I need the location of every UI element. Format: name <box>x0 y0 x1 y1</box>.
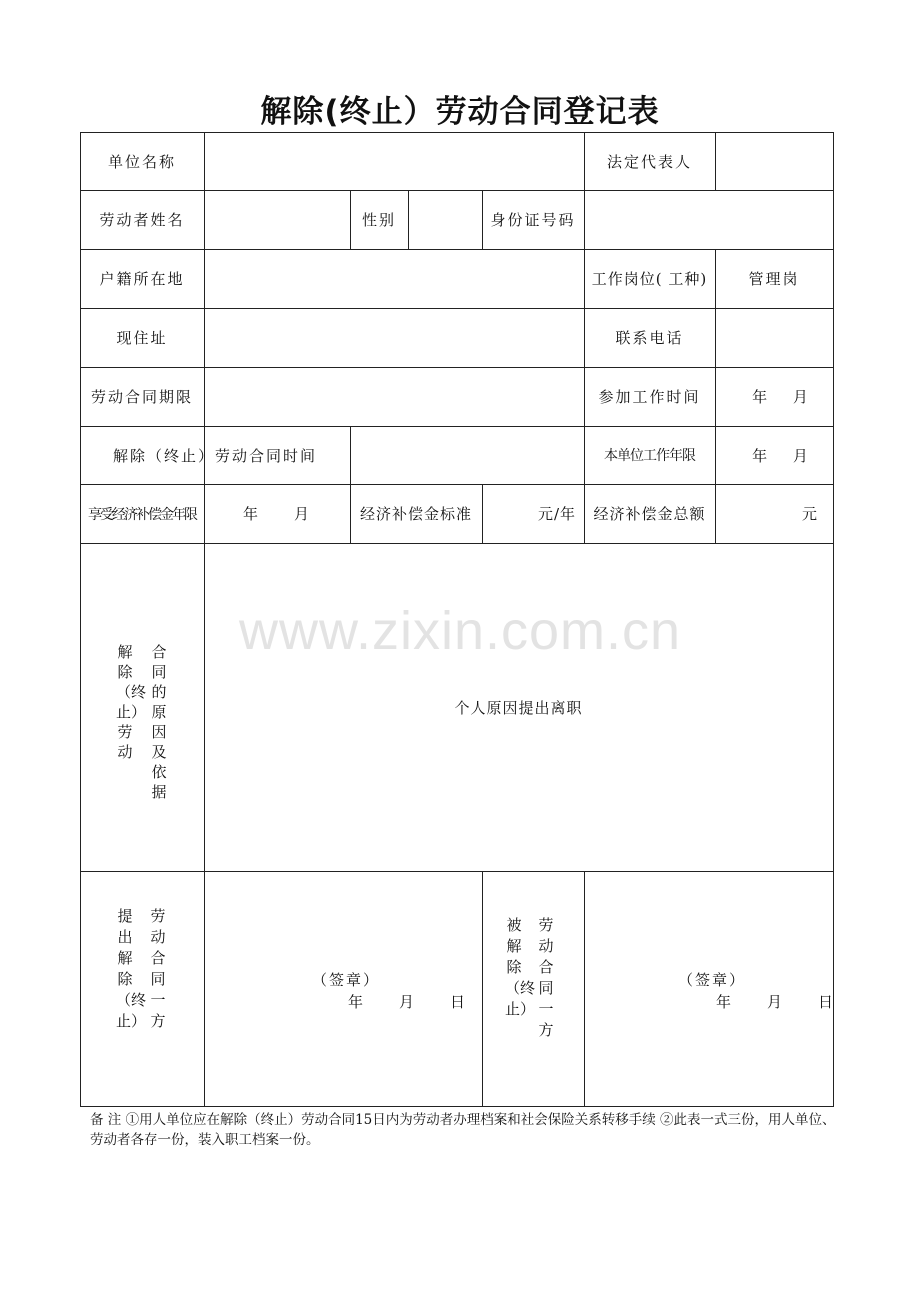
form-title: 解除(终止）劳动合同登记表 <box>260 94 660 130</box>
legal-rep-field[interactable] <box>715 132 833 190</box>
receiver-date[interactable]: 年 月 日 <box>716 993 836 1011</box>
address-label: 现住址 <box>116 329 168 347</box>
receiver-label-col2: 劳动合同一方 <box>538 916 554 1039</box>
comp-standard-label: 经济补偿金标准 <box>359 505 472 523</box>
legal-rep-label: 法定代表人 <box>606 152 692 171</box>
unit-years-label: 本单位工作年限 <box>604 448 695 464</box>
comp-total-value[interactable]: 元 <box>801 505 819 523</box>
receiver-label-col1: 被解除（终止） <box>505 916 536 1018</box>
id-number-label: 身份证号码 <box>490 211 576 229</box>
watermark: www.zixin.com.cn <box>238 601 682 661</box>
proposer-date[interactable]: 年 月 日 <box>348 993 468 1011</box>
contract-term-label: 劳动合同期限 <box>90 388 193 406</box>
grid-line <box>80 1106 834 1107</box>
reason-label-col1: 解除（终止）劳动 <box>116 643 147 761</box>
terminate-time-field[interactable] <box>350 426 584 484</box>
reason-label-col2: 合同的原因及依据 <box>151 643 167 801</box>
grid-line <box>584 871 585 1106</box>
unit-name-field[interactable] <box>204 132 584 190</box>
worker-name-field[interactable] <box>204 190 350 249</box>
footer-note: 备 注 ①用人单位应在解除（终止）劳动合同15日内为劳动者办理档案和社会保险关系转移手续 ②此表一式三份，用人单位、劳动者各存一份，装入职工档案一份。 <box>90 1112 836 1148</box>
household-field[interactable] <box>204 249 584 308</box>
contract-term-field[interactable] <box>204 367 584 426</box>
phone-label: 联系电话 <box>615 329 684 347</box>
post-value: 管理岗 <box>748 270 800 288</box>
receiver-seal[interactable]: （签章） <box>678 971 747 989</box>
worker-name-label: 劳动者姓名 <box>99 211 185 229</box>
comp-years-value[interactable]: 年 月 <box>242 505 311 523</box>
unit-name-label: 单位名称 <box>107 152 176 171</box>
proposer-label-col1: 提出解除（终止） <box>116 907 147 1030</box>
gender-label: 性别 <box>361 211 396 229</box>
phone-field[interactable] <box>715 308 833 367</box>
join-work-label: 参加工作时间 <box>598 388 701 406</box>
comp-total-label: 经济补偿金总额 <box>593 505 706 523</box>
post-label: 工作岗位( 工种) <box>591 270 708 288</box>
grid-line <box>833 132 834 1107</box>
terminate-time-label: 解除（终止）劳动合同时间 <box>112 446 317 465</box>
id-number-field[interactable] <box>584 190 833 249</box>
gender-field[interactable] <box>408 190 482 249</box>
comp-standard-value[interactable]: 元/年 <box>537 505 576 523</box>
grid-line <box>482 871 483 1106</box>
comp-years-label: 享受经济补偿金年限 <box>88 506 196 523</box>
address-field[interactable] <box>204 308 584 367</box>
unit-years-value[interactable]: 年 月 <box>752 446 810 465</box>
grid-line <box>80 871 834 872</box>
household-label: 户籍所在地 <box>99 270 185 288</box>
proposer-seal[interactable]: （签章） <box>312 971 381 989</box>
join-work-value[interactable]: 年 月 <box>752 388 810 406</box>
proposer-label-col2: 劳动合同一方 <box>150 907 166 1030</box>
reason-value[interactable]: 个人原因提出离职 <box>454 698 583 717</box>
grid-line <box>80 543 834 544</box>
